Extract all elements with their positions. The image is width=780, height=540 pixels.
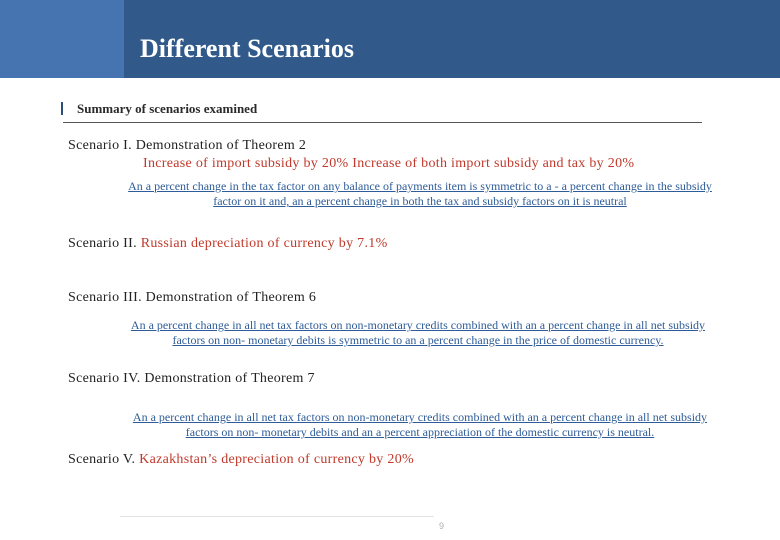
- page-number: 9: [439, 521, 445, 531]
- scenario-1-link-line2: factor on it and, an a percent change in both the tax and subsidy factors on it is neutral: [213, 194, 627, 208]
- scenario-3-link-line2: factors on non- monetary debits is symmetric to an a percent change in the price of domestic currency.: [172, 333, 664, 347]
- scenario-5: [68, 452, 414, 468]
- scenario-3-link-line1: An a percent change in all net tax factors on non-monetary credits combined with an a percent change in all net subsidy: [130, 318, 706, 332]
- scenario-1-label: Scenario I. Demonstration of Theorem 2: [68, 138, 307, 153]
- footer-divider: [120, 516, 434, 517]
- scenario-2-label: Scenario II.: [68, 236, 137, 251]
- scenario-1-link[interactable]: [80, 179, 760, 209]
- scenario-5-detail: Kazakhstan’s depreciation of currency by 20%: [139, 452, 414, 467]
- scenario-3-label: Scenario III. Demonstration of Theorem 6: [68, 290, 317, 305]
- subtitle: Summary of scenarios examined: [77, 101, 258, 116]
- slide-title: Different Scenarios: [140, 34, 354, 63]
- header-accent-block: [0, 0, 124, 78]
- scenario-2-detail: Russian depreciation of currency by 7.1%: [140, 236, 388, 251]
- scenario-4-link-line2: factors on non- monetary debits and an a percent appreciation of the domestic currency is neutral.: [185, 425, 655, 439]
- scenario-4-link[interactable]: [80, 410, 760, 440]
- scenario-3-link[interactable]: [80, 318, 756, 348]
- subtitle-divider: [63, 122, 702, 123]
- scenario-1-link-line1: An a percent change in the tax factor on any balance of payments item is symmetric to a - a percent change in the subsidy: [128, 179, 712, 193]
- scenario-4-label: Scenario IV. Demonstration of Theorem 7: [68, 371, 315, 386]
- scenario-1-detail: Increase of import subsidy by 20% Increase of both import subsidy and tax by 20%: [143, 156, 635, 171]
- scenario-5-label: Scenario V.: [68, 452, 136, 467]
- header-bar: [0, 0, 780, 78]
- subtitle-marker: [61, 102, 63, 115]
- scenario-4-link-line1: An a percent change in all net tax factors on non-monetary credits combined with an a percent change in all net subsidy: [132, 410, 708, 424]
- scenario-2: [68, 236, 388, 252]
